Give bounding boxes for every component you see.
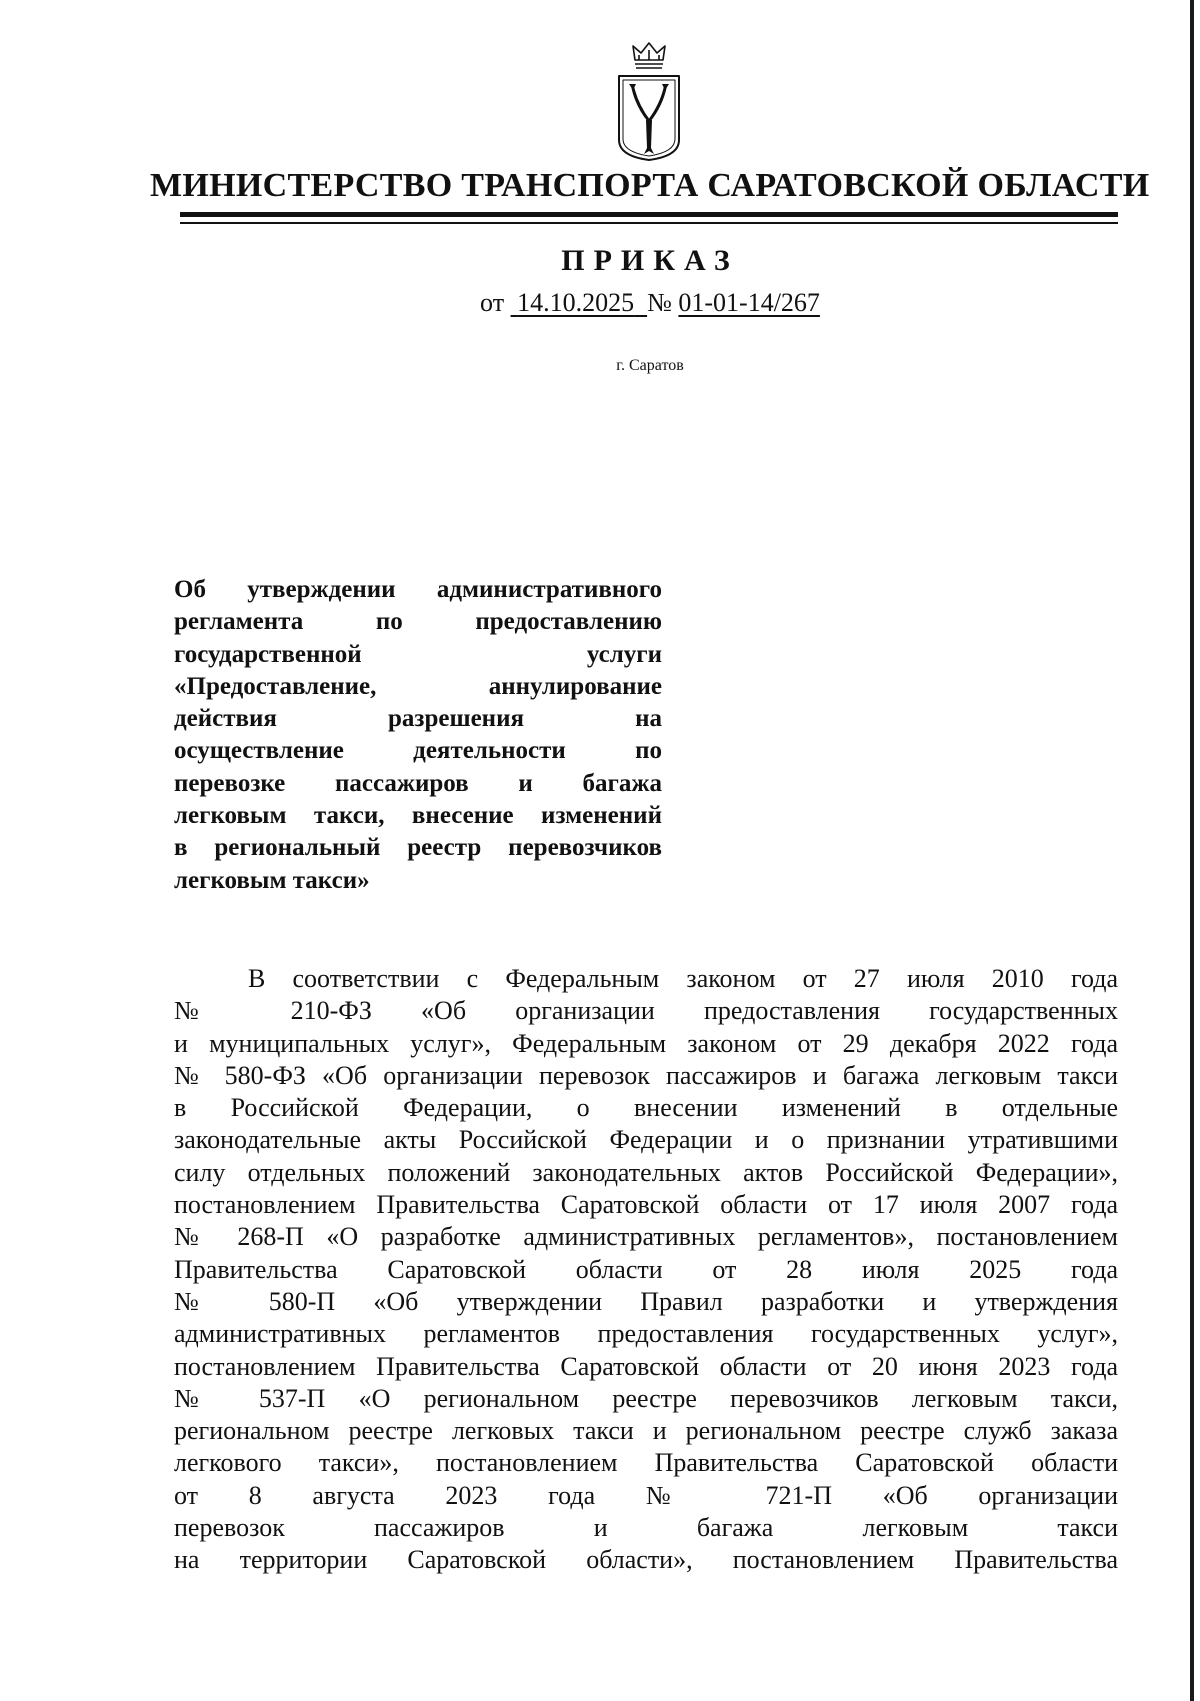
subject-line: регламента по предоставлению bbox=[174, 608, 662, 636]
body-line: В соответствии с Федеральным законом от 27 июля 2010 года bbox=[248, 964, 1118, 993]
body-line: № 537-П «О региональном реестре перевозчиков легковым такси, bbox=[174, 1383, 1118, 1413]
order-number: 01-01-14/267 bbox=[678, 288, 820, 317]
subject-line: легковым такси» bbox=[174, 866, 370, 894]
order-from-prefix: от bbox=[480, 288, 505, 317]
subject-line: осуществление деятельности по bbox=[174, 737, 662, 765]
coat-of-arms-emblem bbox=[611, 40, 687, 164]
body-line: постановлением Правительства Саратовской области от 20 июня 2023 года bbox=[174, 1351, 1118, 1381]
body-line: легкового такси», постановлением Правительства Саратовской области bbox=[174, 1448, 1118, 1478]
body-line: законодательные акты Российской Федерации и о признании утратившими bbox=[174, 1125, 1118, 1155]
body-line: в Российской Федерации, о внесении изменений в отдельные bbox=[174, 1093, 1118, 1123]
header-rule-thin bbox=[180, 222, 1118, 224]
scan-page-edge bbox=[1190, 0, 1200, 1701]
order-body-text bbox=[174, 963, 1118, 1577]
body-line: от 8 августа 2023 года № 721-П «Об организации bbox=[174, 1480, 1118, 1510]
body-line: административных регламентов предоставления государственных услуг», bbox=[174, 1319, 1118, 1349]
body-line: на территории Саратовской области», постановлением Правительства bbox=[174, 1545, 1118, 1575]
subject-line: действия разрешения на bbox=[174, 705, 662, 733]
body-line: № 268-П «О разработке административных регламентов», постановлением bbox=[174, 1222, 1118, 1252]
order-subject bbox=[174, 574, 662, 897]
subject-line: Об утверждении административного bbox=[174, 576, 662, 603]
body-line: и муниципальных услуг», Федеральным законом от 29 декабря 2022 года bbox=[174, 1028, 1118, 1058]
order-city: г. Саратов bbox=[616, 357, 684, 374]
order-date-number bbox=[350, 288, 950, 318]
order-number-prefix: № bbox=[647, 288, 672, 317]
body-line: Правительства Саратовской области от 28 июля 2025 года bbox=[174, 1254, 1118, 1284]
body-line: № 580-П «Об утверждении Правил разработки и утверждения bbox=[174, 1286, 1118, 1316]
order-title: ПРИКАЗ bbox=[561, 244, 739, 277]
subject-line: «Предоставление, аннулирование bbox=[174, 672, 662, 700]
subject-line: государственной услуги bbox=[174, 640, 662, 668]
subject-line: легковым такси, внесение изменений bbox=[174, 802, 662, 830]
body-line: перевозок пассажиров и багажа легковым такси bbox=[174, 1513, 1118, 1543]
ministry-name: МИНИСТЕРСТВО ТРАНСПОРТА САРАТОВСКОЙ ОБЛАСТИ bbox=[150, 167, 1150, 204]
body-line: № 580-ФЗ «Об организации перевозок пассажиров и багажа легковым такси bbox=[174, 1060, 1118, 1090]
subject-line: перевозке пассажиров и багажа bbox=[174, 769, 662, 797]
body-line: № 210-ФЗ «Об организации предоставления государственных bbox=[174, 996, 1118, 1026]
body-line: региональном реестре легковых такси и региональном реестре служб заказа bbox=[174, 1416, 1118, 1446]
subject-line: в региональный реестр перевозчиков bbox=[174, 834, 662, 862]
body-line: силу отдельных положений законодательных актов Российской Федерации», bbox=[174, 1157, 1118, 1187]
order-date: 14.10.2025 bbox=[517, 288, 635, 317]
body-line: постановлением Правительства Саратовской области от 17 июля 2007 года bbox=[174, 1190, 1118, 1220]
header-rule-thick bbox=[180, 212, 1118, 217]
